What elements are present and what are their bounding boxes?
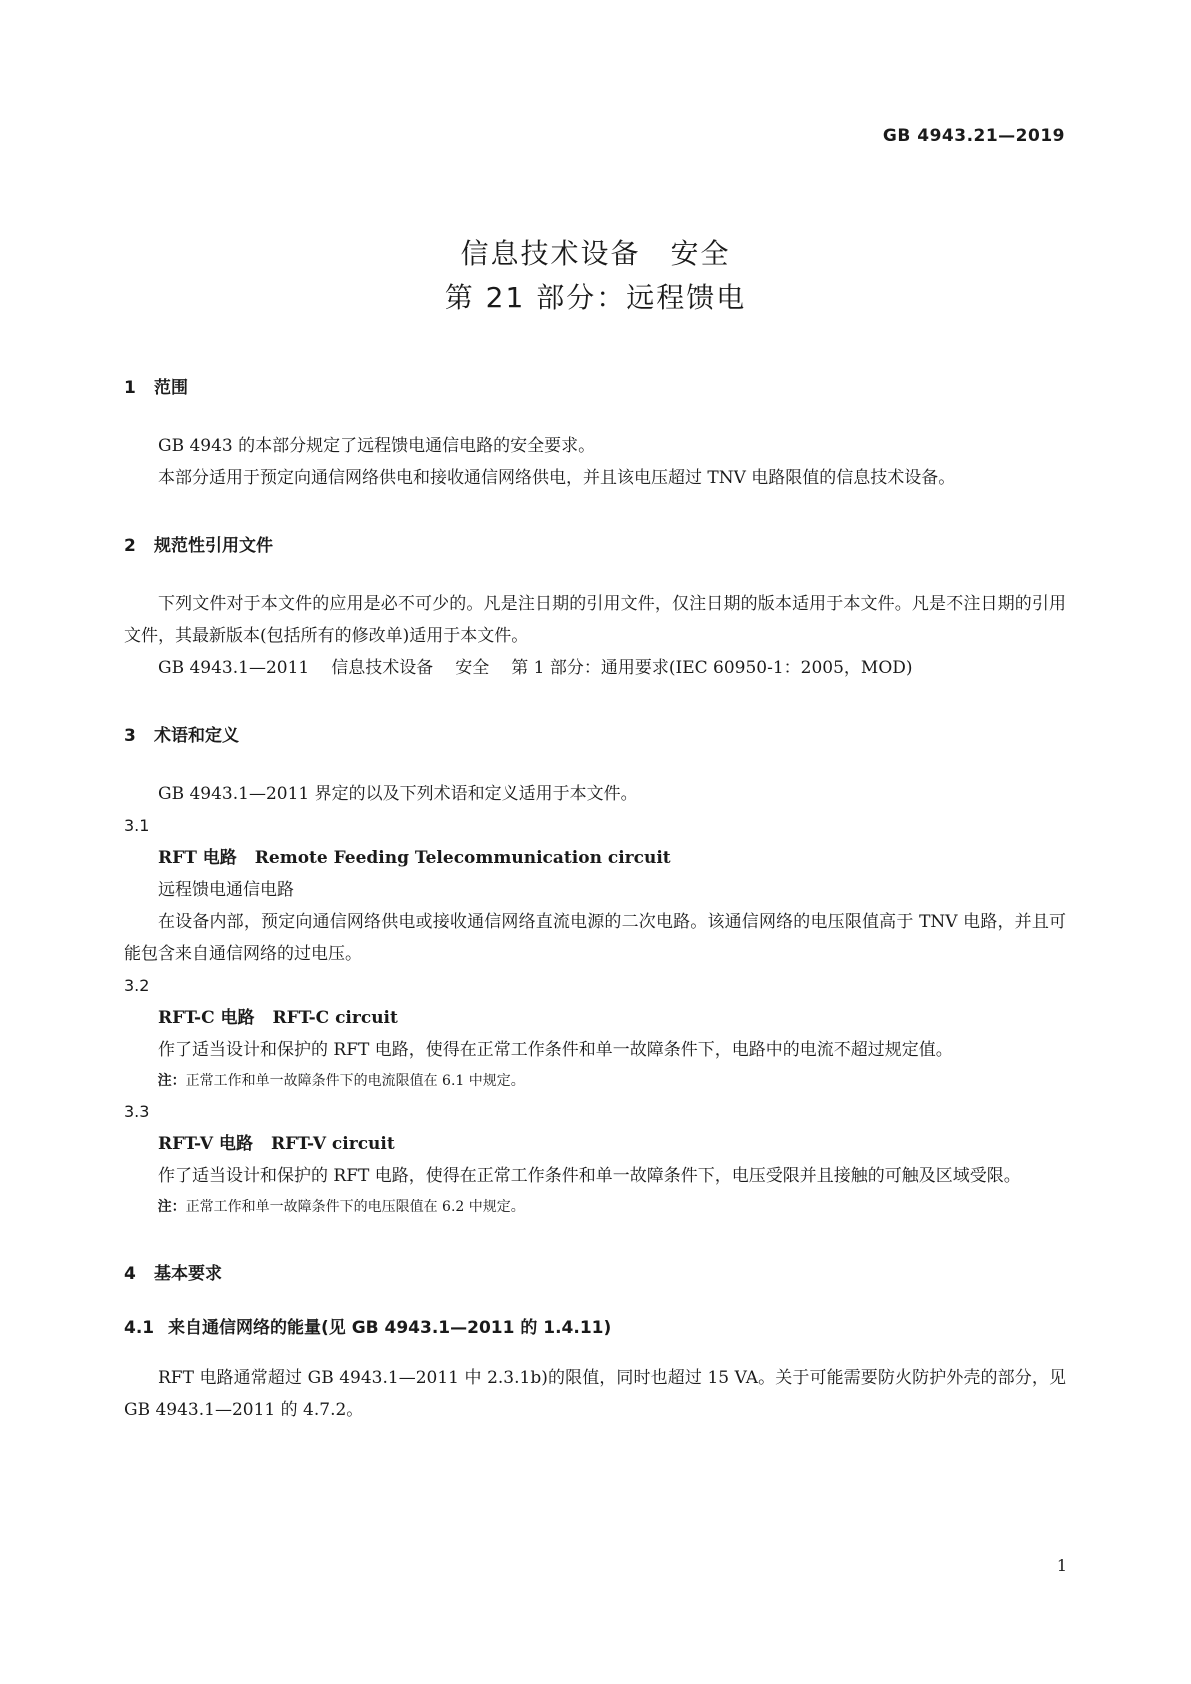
section-number: 3 (124, 726, 136, 746)
note-text: 正常工作和单一故障条件下的电流限值在 6.1 中规定。 (185, 1073, 525, 1089)
section-heading-terms-definitions (124, 724, 1066, 748)
section-heading-normative-references (124, 534, 1066, 558)
section-number: 4 (124, 1264, 136, 1284)
section-title: 规范性引用文件 (154, 536, 273, 556)
section-title: 术语和定义 (154, 726, 239, 746)
term-name: RFT 电路 (158, 848, 237, 868)
section-heading-basic-requirements (124, 1262, 1066, 1286)
term-name-en: RFT-V circuit (270, 1134, 395, 1154)
term-note (124, 1192, 1066, 1222)
section-number: 1 (124, 378, 136, 398)
reference-title-part-1: 信息技术设备 (331, 658, 434, 678)
note-label: 注： (157, 1073, 186, 1089)
energy-paragraph: RFT 电路通常超过 GB 4943.1—2011 中 2.3.1b)的限值，同时也超过 15 VA。关于可能需要防火防护外壳的部分，见 GB 4943.1—2011 的 4.7.2。 (124, 1368, 1066, 1420)
reference-code: GB 4943.1—2011 (158, 658, 310, 678)
section-number: 2 (124, 536, 136, 556)
term-definition: 在设备内部，预定向通信网络供电或接收通信网络直流电源的二次电路。该通信网络的电压限值高于 TNV 电路，并且可能包含来自通信网络的过电压。 (124, 912, 1066, 964)
term-number: 3.1 (124, 816, 150, 835)
section-heading-scope (124, 376, 1066, 400)
document-title: 信息技术设备 安全 (460, 237, 731, 270)
term-title (124, 1128, 1066, 1160)
standard-number: GB 4943.21—2019 (882, 126, 1065, 146)
term-title (124, 1002, 1066, 1034)
note-label: 注： (157, 1199, 186, 1215)
reference-title-part-2: 安全 (455, 658, 490, 678)
term-definition: 作了适当设计和保护的 RFT 电路，使得在正常工作条件和单一故障条件下，电路中的电流不超过规定值。 (158, 1040, 953, 1060)
reference-entry (124, 652, 1066, 684)
document-subtitle: 第 21 部分：远程馈电 (444, 281, 747, 314)
section-title: 范围 (154, 378, 188, 398)
terms-intro-paragraph: GB 4943.1—2011 界定的以及下列术语和定义适用于本文件。 (158, 784, 638, 804)
term-definition: 作了适当设计和保护的 RFT 电路，使得在正常工作条件和单一故障条件下，电压受限并且接触的可触及区域受限。 (158, 1166, 1021, 1186)
term-name-en: Remote Feeding Telecommunication circuit (254, 848, 671, 868)
section-title: 基本要求 (154, 1264, 222, 1284)
document-body (124, 376, 1066, 1426)
scope-paragraph-2: 本部分适用于预定向通信网络供电和接收通信网络供电，并且该电压超过 TNV 电路限值的信息技术设备。 (158, 468, 956, 488)
term-name-en: RFT-C circuit (272, 1008, 398, 1028)
page-number: 1 (1056, 1556, 1067, 1575)
term-name: RFT-C 电路 (158, 1008, 255, 1028)
term-number: 3.2 (124, 976, 150, 995)
subsection-title: 来自通信网络的能量(见 GB 4943.1—2011 的 1.4.11) (168, 1318, 612, 1338)
term-title (124, 842, 1066, 874)
subsection-heading-energy (124, 1316, 1066, 1340)
reference-title-part-3: 第 1 部分：通用要求(IEC 60950-1：2005，MOD) (511, 658, 913, 678)
note-text: 正常工作和单一故障条件下的电压限值在 6.2 中规定。 (185, 1199, 525, 1215)
term-chinese-name: 远程馈电通信电路 (158, 880, 294, 900)
term-name: RFT-V 电路 (158, 1134, 253, 1154)
subsection-number: 4.1 (124, 1318, 155, 1338)
scope-paragraph-1: GB 4943 的本部分规定了远程馈电通信电路的安全要求。 (158, 436, 596, 456)
term-number: 3.3 (124, 1102, 150, 1121)
references-paragraph: 下列文件对于本文件的应用是必不可少的。凡是注日期的引用文件，仅注日期的版本适用于本文件。凡是不注日期的引用文件，其最新版本(包括所有的修改单)适用于本文件。 (124, 594, 1066, 646)
term-note (124, 1066, 1066, 1096)
